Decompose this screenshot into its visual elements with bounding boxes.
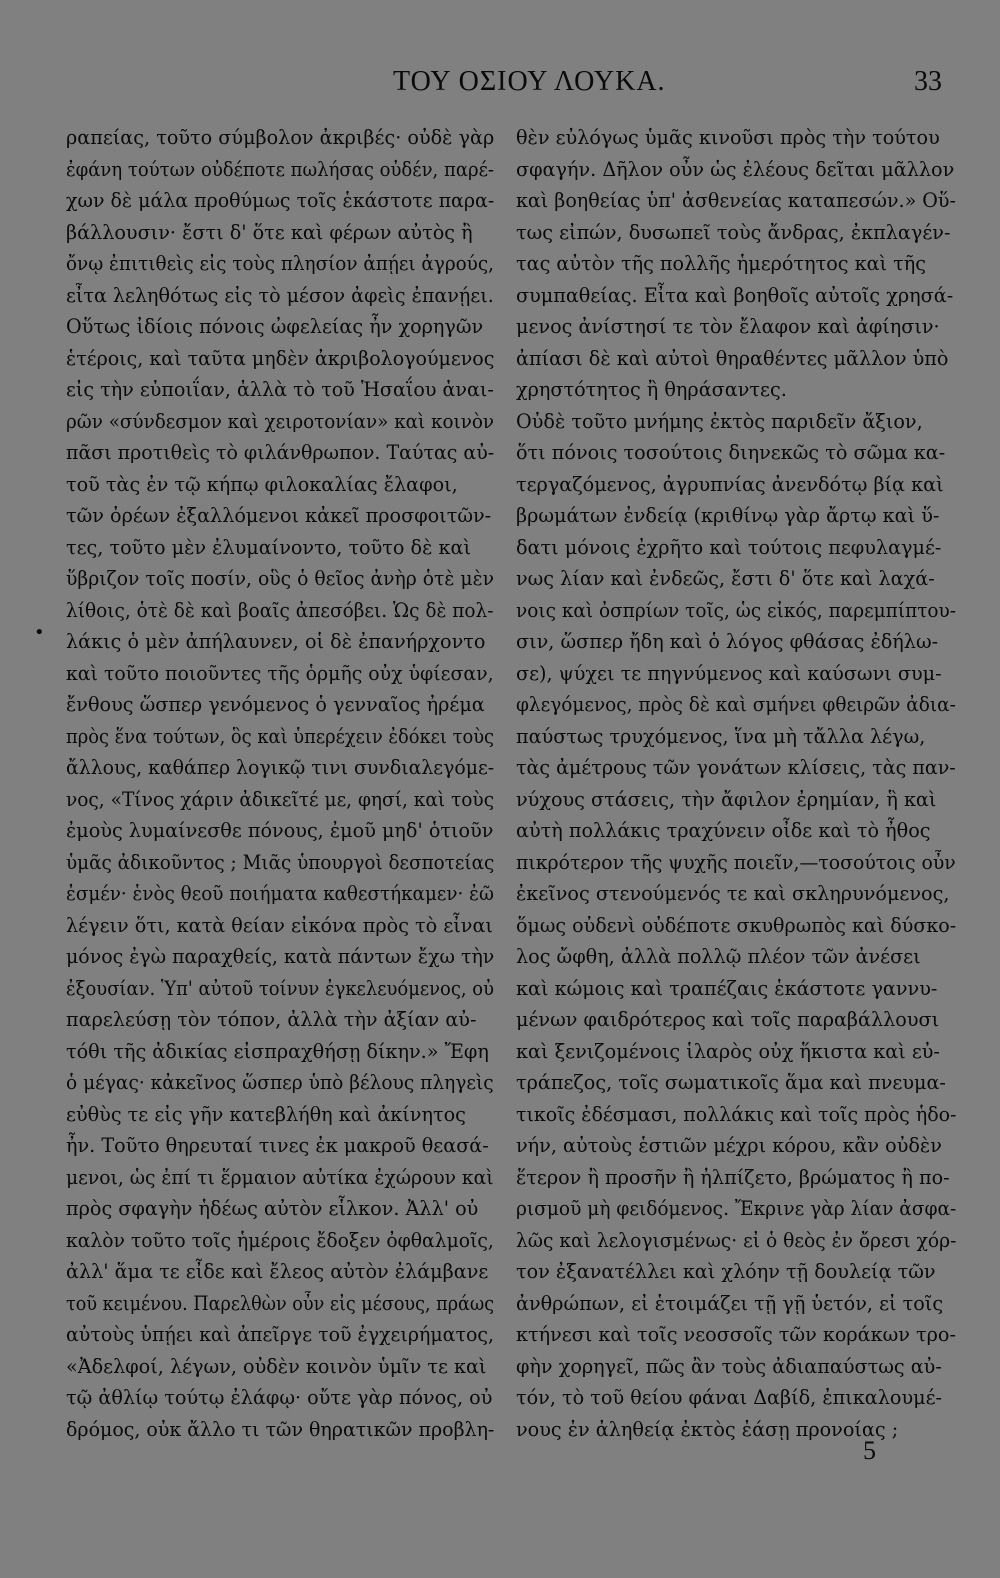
text-line: αὐτὴ πολλάκις τραχύνειν οἶδε καὶ τὸ ἦθος	[516, 819, 931, 842]
text-line: καὶ κώμοις καὶ τραπέζαις ἑκάστοτε γαννυ-	[516, 976, 938, 1000]
text-line: ὅτι πόνοις τοσούτοις διηνεκῶς τὸ σῶμα κα-	[516, 441, 946, 464]
text-line: τοῦ τὰς ἐν τῷ κήπῳ φιλοκαλίας ἔλαφοι,	[66, 472, 458, 496]
text-line: τως εἰπών, δυσωπεῖ τοὺς ἄνδρας, ἐκπλαγέν-	[516, 220, 951, 244]
text-line: ἐσμέν· ἑνὸς θεοῦ ποιήματα καθεστήκαμεν· ἐῶ	[66, 882, 494, 905]
text-line: νήν, αὐτοὺς ἑστιῶν μέχρι κόρου, κἂν οὐδὲν	[516, 1134, 942, 1157]
text-line: βρωμάτων ἐνδείᾳ (κριθίνῳ γὰρ ἄρτῳ καὶ ὕ-	[516, 504, 940, 527]
text-line: βάλλουσιν· ἔστι δ' ὅτε καὶ φέρων αὐτὸς ἢ	[66, 220, 473, 244]
page-header	[0, 66, 1000, 106]
text-line: ἀλλ' ἅμα τε εἶδε καὶ ἔλεος αὐτὸν ἐλάμβανε	[66, 1260, 489, 1283]
text-line: ρισμοῦ μὴ φειδόμενος. Ἔκρινε γὰρ λίαν ἀσφα-	[516, 1197, 957, 1220]
text-line: ἐξουσίαν. Ὑπ' αὐτοῦ τοίνυν ἐγκελευόμενος, οὐ	[66, 976, 494, 1000]
text-line: σιν, ὥσπερ ἤδη καὶ ὁ λόγος φθάσας ἐδήλω-	[516, 630, 939, 653]
text-line: ὄνῳ ἐπιτιθεὶς εἰς τοὺς πλησίον ἀπῄει ἀγρούς,	[66, 252, 494, 275]
text-line: τόθι τῆς ἀδικίας εἰσπραχθήσῃ δίκην.» Ἔφη	[66, 1039, 489, 1063]
text-line: νους ἐν ἀληθείᾳ ἐκτὸς ἐάσῃ προνοίας ;	[516, 1417, 899, 1441]
text-line: ἦν. Τοῦτο θηρευταί τινες ἐκ μακροῦ θεασά-	[66, 1134, 489, 1157]
text-line: αὐτοὺς ὑπῄει καὶ ἀπεῖργε τοῦ ἐγχειρήματος,	[66, 1323, 495, 1346]
text-line: τες, τοῦτο μὲν ἐλυμαίνοντο, τοῦτο δὲ καὶ	[66, 535, 471, 559]
text-line: λέγειν ὅτι, κατὰ θείαν εἰκόνα πρὸς τὸ εἶναι	[66, 913, 493, 937]
margin-mark: •	[34, 622, 45, 643]
text-line: λος ὤφθη, ἀλλὰ πολλῷ πλέον τῶν ἀνέσει	[516, 945, 921, 968]
text-line: μενοι, ὡς ἐπί τι ἕρμαιον αὐτίκα ἐχώρουν καὶ	[66, 1165, 494, 1189]
text-line: ἑτέροις, καὶ ταῦτα μηδὲν ἀκριβολογούμενος	[66, 346, 495, 370]
left-column	[66, 122, 494, 1445]
text-line: τῷ ἀθλίῳ τούτῳ ἐλάφῳ· οὔτε γὰρ πόνος, οὐ	[66, 1386, 493, 1409]
text-line: λάκις ὁ μὲν ἀπήλαυνεν, οἱ δὲ ἐπανήρχοντο	[66, 630, 486, 653]
text-line: πρὸς ἕνα τούτων, ὃς καὶ ὑπερέχειν ἐδόκει τοὺς	[66, 724, 495, 748]
text-line: νως λίαν καὶ ἐνδεῶς, ἔστι δ' ὅτε καὶ λαχά-	[516, 567, 935, 590]
running-title: ΤΟΥ ΟΣΙΟΥ ΛΟΥΚΑ.	[393, 66, 666, 97]
text-line: εὐθὺς τε εἰς γῆν κατεβλήθη καὶ ἀκίνητος	[66, 1102, 466, 1126]
page-number: 33	[914, 66, 942, 97]
text-line: τας αὐτὸν τῆς πολλῆς ἡμερότητος καὶ τῆς	[516, 252, 927, 275]
text-line: πᾶσι προτιθεὶς τὸ φιλάνθρωπον. Ταύτας αὐ-	[66, 441, 495, 464]
text-line: μόνος ἐγὼ παραχθείς, κατὰ πάντων ἔχω τὴν	[66, 945, 495, 968]
text-line: ἐφάνη τούτων οὐδέποτε πωλήσας οὐδέν, παρέ-	[66, 157, 494, 181]
text-line: πρὸς σφαγὴν ἡδέως αὐτὸν εἷλκον. Ἀλλ' οὐ	[66, 1197, 479, 1220]
text-line: χρηστότητος ἢ θηράσαντες.	[516, 378, 787, 401]
text-line: σφαγήν. Δῆλον οὖν ὡς ἐλέους δεῖται μᾶλλον	[516, 157, 955, 181]
text-line: νύχους στάσεις, τὴν ἄφιλον ἐρημίαν, ἣ καὶ	[516, 787, 937, 811]
text-line: ἕτερον ἢ προσῆν ἢ ἠλπίζετο, βρώματος ἢ πο-	[516, 1165, 950, 1189]
text-line: τεργαζόμενος, ἀγρυπνίας ἀνενδότῳ βίᾳ καὶ	[516, 472, 944, 496]
text-line: τοῦ κειμένου. Παρελθὼν οὖν εἰς μέσους, πράως	[66, 1291, 495, 1315]
text-line: δατι μόνοις ἐχρῆτο καὶ τούτοις πεφυλαγμέ-	[516, 535, 942, 559]
text-line: νοις καὶ ὀσπρίων τοῖς, ὡς εἰκός, παρεμπίπτου-	[516, 598, 957, 622]
text-line: δρόμος, οὐκ ἄλλο τι τῶν θηρατικῶν προβλη-	[66, 1417, 495, 1441]
text-line: θὲν εὐλόγως ὑμᾶς κινοῦσι πρὸς τὴν τούτου	[516, 126, 940, 149]
text-line: καλὸν τοῦτο τοῖς ἡμέροις ἔδοξεν ὀφθαλμοῖς,	[66, 1228, 494, 1252]
text-line: παύστως τρυχόμενος, ἵνα μὴ τἄλλα λέγω,	[516, 724, 926, 748]
signature-mark: 5	[863, 1436, 876, 1465]
text-line: σε), ψύχει τε πηγνύμενος καὶ καύσωνι συμ-	[516, 661, 942, 685]
text-line: ἀνθρώπων, εἰ ἑτοιμάζει τῇ γῇ ὑετόν, εἰ τοῖς	[516, 1291, 944, 1315]
text-line: ἐκεῖνος στενούμενός τε καὶ σκληρυνόμενος,	[516, 882, 950, 905]
text-line: ὅμως οὐδενὶ οὐδέποτε σκυθρωπὸς καὶ δύσκο-	[516, 913, 957, 937]
text-line: καὶ τοῦτο ποιοῦντες τῆς ὁρμῆς οὐχ ὑφίεσαν,	[66, 661, 494, 685]
text-line: τῶν ὀρέων ἐξαλλόμενοι κἀκεῖ προσφοιτῶν-	[66, 504, 492, 527]
text-line: νος, «Τίνος χάριν ἀδικεῖτέ με, φησί, καὶ τοὺς	[66, 787, 495, 811]
text-line: τράπεζος, τοῖς σωματικοῖς ἅμα καὶ πνευμα-	[516, 1071, 946, 1094]
text-line: Οὐδὲ τοῦτο μνήμης ἐκτὸς παριδεῖν ἄξιον,	[516, 409, 923, 433]
text-line: χων δὲ μάλα προθύμως τοῖς ἑκάστοτε παρα-	[66, 189, 495, 212]
text-line: τὰς ἀμέτρους τῶν γονάτων κλίσεις, τὰς παν-	[516, 756, 956, 779]
text-line: ὑμᾶς ἀδικοῦντος ; Μιᾶς ὑπουργοὶ δεσποτείας	[66, 850, 495, 874]
text-line: ὁ μέγας· κἀκεῖνος ὥσπερ ὑπὸ βέλους πληγεὶς	[66, 1071, 494, 1094]
text-line: εἶτα λεληθότως εἰς τὸ μέσον ἀφεὶς ἐπανῄει.	[66, 283, 494, 307]
text-line: ραπείας, τοῦτο σύμβολον ἀκριβές· οὐδὲ γὰρ	[66, 126, 495, 149]
text-line: παρελεύσῃ τὸν τόπον, ἀλλὰ τὴν ἀξίαν αὐ-	[66, 1008, 477, 1031]
text-line: μένων φαιδρότερος καὶ τοῖς παραβάλλουσι	[516, 1008, 940, 1031]
text-line: τικοῖς ἐδέσμασι, πολλάκις καὶ τοῖς πρὸς ἡδο-	[516, 1102, 957, 1126]
text-line: πικρότερον τῆς ψυχῆς ποιεῖν,—τοσούτοις οὖν	[516, 850, 956, 874]
text-line: εἰς τὴν εὐποιΐαν, ἀλλὰ τὸ τοῦ Ἡσαΐου ἀναι-	[66, 378, 494, 401]
text-line: φὴν χορηγεῖ, πῶς ἂν τοὺς ἀδιαπαύστως αὐ-	[516, 1354, 942, 1378]
text-line: καὶ ξενιζομένοις ἱλαρὸς οὐχ ἥκιστα καὶ εὐ-	[516, 1039, 940, 1063]
text-line: ἐμοὺς λυμαίνεσθε πόνους, ἐμοῦ μηδ' ὁτιοῦν	[66, 819, 494, 842]
text-line: καὶ βοηθείας ὑπ' ἀσθενείας καταπεσών.» Οὕ-	[516, 189, 956, 212]
text-line: συμπαθείας. Εἶτα καὶ βοηθοῖς αὐτοῖς χρησά-	[516, 283, 954, 307]
text-line: Οὕτως ἰδίοις πόνοις ὠφελείας ἦν χορηγῶν	[66, 315, 484, 338]
text-line: ἔνθους ὥσπερ γενόμενος ὁ γενναῖος ἠρέμα	[66, 693, 485, 716]
text-line: φλεγόμενος, πρὸς δὲ καὶ σμήνει φθειρῶν ἀδια-	[516, 693, 956, 716]
right-column	[516, 122, 956, 1445]
text-line: ὕβριζον τοῖς ποσίν, οὓς ὁ θεῖος ἀνὴρ ὁτὲ μὲν	[66, 567, 495, 590]
text-line: λίθοις, ὁτὲ δὲ καὶ βοαῖς ἀπεσόβει. Ὡς δὲ πολ-	[66, 598, 494, 622]
text-line: ἀπίασι δὲ καὶ αὐτοὶ θηραθέντες μᾶλλον ὑπὸ	[516, 346, 949, 370]
text-line: ἄλλους, καθάπερ λογικῷ τινι συνδιαλεγόμε-	[66, 756, 495, 779]
text-line: «Ἀδελφοί, λέγων, οὐδὲν κοινὸν ὑμῖν τε καὶ	[66, 1354, 487, 1378]
text-line: τον ἐξανατέλλει καὶ χλόην τῇ δουλείᾳ τῶν	[516, 1260, 936, 1283]
text-line: ρῶν «σύνδεσμον καὶ χειροτονίαν» καὶ κοινὸν	[66, 409, 495, 433]
text-line: μενος ἀνίστησί τε τὸν ἔλαφον καὶ ἀφίησιν·	[516, 315, 940, 338]
text-line: λῶς καὶ λελογισμένως· εἰ ὁ θεὸς ἐν ὄρεσι χόρ-	[516, 1228, 957, 1252]
text-line: κτήνεσι καὶ τοῖς νεοσσοῖς τῶν κοράκων τρο-	[516, 1323, 956, 1346]
text-line: τόν, τὸ τοῦ θείου φάναι Δαβίδ, ἐπικαλουμέ-	[516, 1386, 943, 1409]
